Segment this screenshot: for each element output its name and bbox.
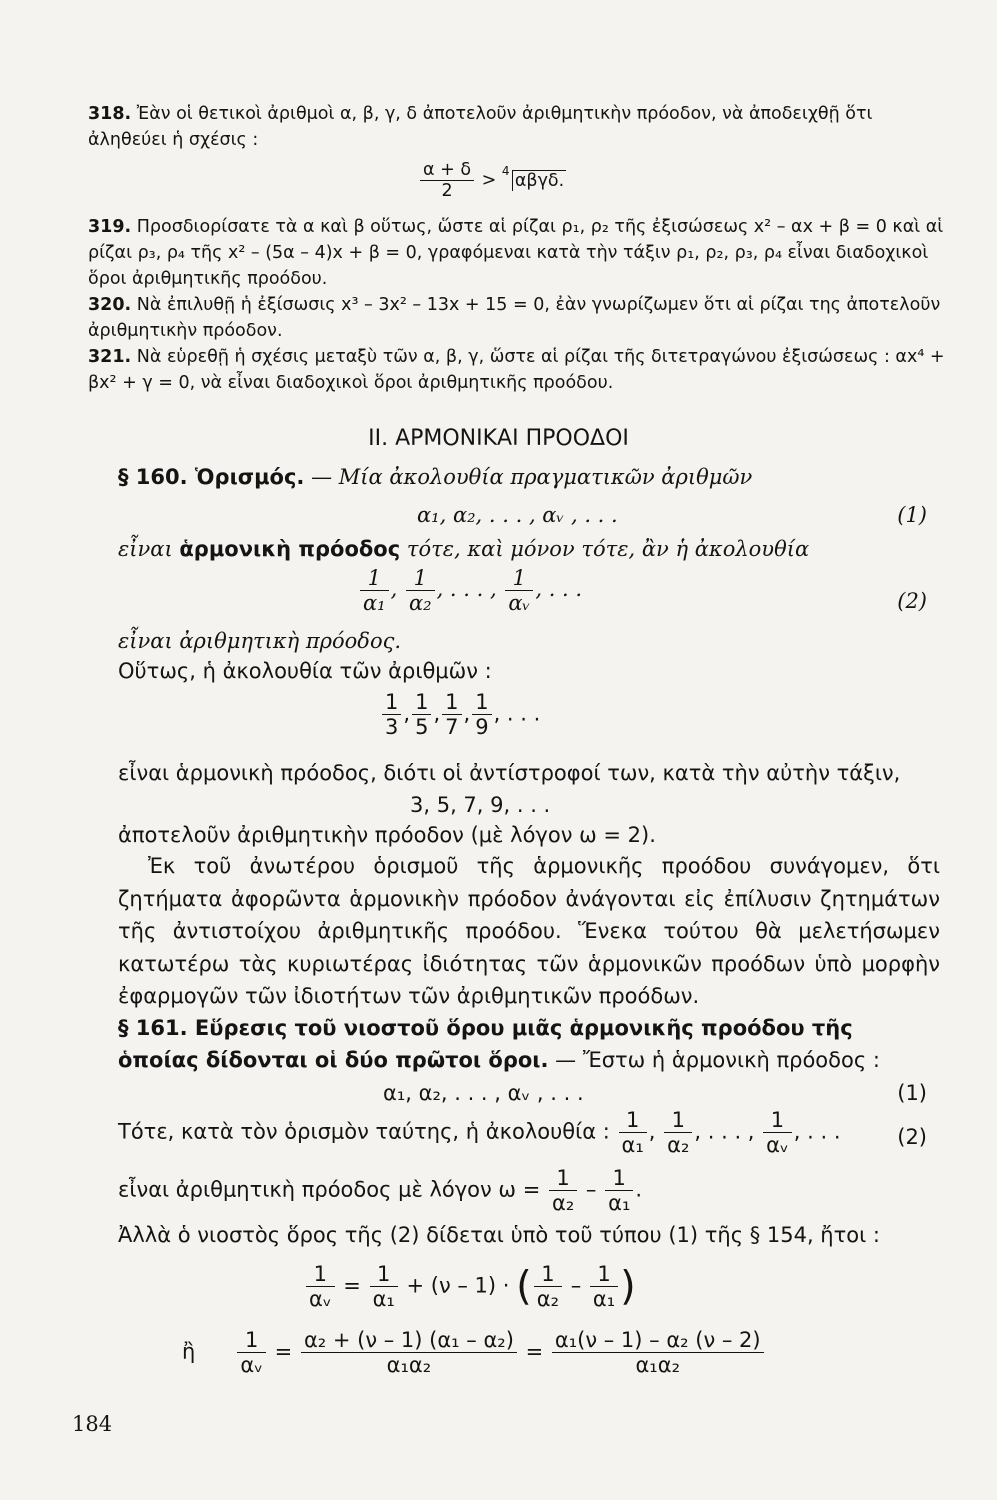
fraction [420, 160, 474, 201]
formula-318 [418, 160, 566, 201]
fraction: $\frac{1}{\text{αᵥ}}$ [237, 1328, 266, 1377]
equation-label-2: (2) [897, 589, 927, 613]
problem-number: 319. [88, 217, 132, 237]
problem-number: 320. [88, 295, 132, 315]
example-intro: Οὕτως, ἡ ἀκολουθία τῶν ἀριθμῶν : [118, 659, 492, 683]
equation-label-2b: (2) [897, 1125, 927, 1149]
chapter-title: II. ΑΡΜΟΝΙΚΑΙ ΠΡΟΟΔΟΙ [368, 426, 629, 451]
fraction: $\frac{1}{7}$ [442, 690, 461, 739]
fraction: $\frac{1}{\text{αᵥ}}$ [306, 1262, 335, 1311]
example-sequence: $\frac{1}{3}$ , $\frac{1}{5}$ , $\frac{1}{7}$ , $\frac{1}{9}$ , . . . [380, 690, 540, 739]
section-intro: — Μία ἀκολουθία πραγματικῶν ἀριθμῶν [311, 465, 753, 489]
or-word: ἢ [182, 1339, 196, 1364]
formula-expanded: ἢ $\frac{1}{\text{αᵥ}}$ = $\frac{\text{α₂ + (ν – 1) (α₁ – α₂)}}{\text{α₁α₂}}$ = $\frac{\text{α₁(ν – 1) – α₂ (ν – 2)}}{\text{α₁α₂}}$ [182, 1328, 766, 1377]
fraction: $\frac{1}{\text{α₁}}$ [590, 1262, 618, 1311]
denominator: 2 [420, 180, 474, 201]
sequence-2: $\frac{1}{\text{α₁}}$ , $\frac{1}{\text{α₂}}$ , . . . , $\frac{1}{\text{αᵥ}}$ , . . . [358, 566, 582, 615]
problem-text: Προσδιορίσατε τὰ α καὶ β οὕτως, ὥστε αἱ ρίζαι ρ₁, ρ₂ τῆς ἐξισώσεως x² – αx + β = 0 καὶ αἱ ρίζαι ρ₃, ρ₄ τῆς x² – (5α – 4)x + β = 0, γραφόμεναι κατὰ τὴν τάξιν ρ₁, ρ₂, ρ₃, ρ₄ εἶναι διαδοχικοὶ ὅροι ἀριθμητικῆς προόδου. [88, 217, 944, 289]
fraction: $\frac{1}{\text{α₂}}$ [664, 1108, 692, 1157]
fraction: $\frac{1}{\text{α₂}}$ [549, 1166, 577, 1215]
fraction: $\frac{1}{\text{α₁}}$ [370, 1262, 398, 1311]
fraction: $\frac{\text{α₂ + (ν – 1) (α₁ – α₂)}}{\text{α₁α₂}}$ [301, 1328, 517, 1377]
problem-320 [88, 292, 948, 344]
root-expr [501, 163, 566, 194]
problem-text: Νὰ ἐπιλυθῇ ἡ ἐξίσωσις x³ – 3x² – 13x + 15 = 0, ἐὰν γνωρίζωμεν ὅτι αἱ ρίζαι της ἀποτελοῦν ἀριθμητικὴν πρόοδον. [88, 295, 941, 341]
definition-line [118, 534, 948, 564]
problem-number: 318. [88, 104, 132, 124]
relation: > [481, 170, 497, 191]
ratio-text: εἶναι ἀριθμητικὴ πρόοδος μὲ λόγον ω = [118, 1177, 541, 1202]
fraction: $\frac{1}{3}$ [382, 690, 401, 739]
fraction: $\frac{1}{\text{α₁}}$ [605, 1166, 633, 1215]
fraction: $\frac{1}{\text{α₂}}$ [534, 1262, 562, 1311]
fraction: $\frac{1}{\text{αᵥ}}$ [763, 1108, 792, 1157]
problem-318 [88, 101, 948, 153]
root-index: 4 [501, 163, 510, 178]
problem-number: 321. [88, 347, 132, 367]
problem-text: Ἐὰν οἱ θετικοὶ ἀριθμοὶ α, β, γ, δ ἀποτελοῦν ἀριθμητικὴν πρόοδον, νὰ ἀποδειχθῇ ὅτι ἀληθεύει ἡ σχέσις : [88, 104, 873, 150]
paragraph: Ἐκ τοῦ ἀνωτέρου ὁρισμοῦ τῆς ἁρμονικῆς προόδου συνάγομεν, ὅτι ζητήματα ἀφορῶντα ἁρμονικὴν πρόοδον ἀνάγονται εἰς ἐπίλυσιν ζητημάτων τῆς ἀντιστοίχου ἀριθμητικῆς προόδου. Ἕνεκα τούτου θὰ μελετήσωμεν κατωτέρω τὰς κυριωτέρας ἰδιότητας τῶν ἁρμονικῶν προόδων ὑπὸ μορφὴν ἐφαρμογῶν τῶν ἰδιοτήτων τῶν ἀριθμητικῶν προόδων. [118, 854, 940, 1008]
fraction: $\frac{1}{\text{α₁}}$ [619, 1108, 647, 1157]
section-160-heading [118, 462, 948, 492]
section-161-heading [118, 1012, 940, 1076]
section-intro: — Ἔστω ἡ ἁρμονικὴ πρόοδος : [555, 1048, 880, 1072]
root-radicand: αβγδ. [512, 170, 566, 191]
problem-321 [88, 344, 948, 396]
problem-319 [88, 214, 948, 292]
sequence-1: α₁, α₂, . . . , αᵥ , . . . [417, 503, 618, 527]
odd-sequence: 3, 5, 7, 9, . . . [410, 793, 551, 817]
equation-label-1b: (1) [897, 1081, 927, 1105]
harmonic-text: εἶναι ἁρμονικὴ πρόοδος, διότι οἱ ἀντίστροφοί των, κατὰ τὴν αὐτὴν τάξιν, [118, 761, 901, 785]
arith-statement: εἶναι ἀριθμητικὴ πρόοδος. [118, 629, 402, 653]
def-text-b: τότε, καὶ μόνον τότε, ἂν ἡ ἀκολουθία [406, 537, 810, 561]
equation-label-1: (1) [897, 503, 927, 527]
numerator: α + δ [423, 160, 472, 180]
section-title: § 161. Εὕρεσις τοῦ νιοστοῦ ὅρου μιᾶς ἁρμονικῆς προόδου τῆς ὁποίας δίδονται οἱ δύο πρῶτοι ὅροι. [118, 1016, 853, 1072]
fraction: $\frac{1}{\text{α₁}}$ [360, 566, 389, 615]
fraction: $\frac{1}{\text{α₂}}$ [406, 566, 435, 615]
ratio-line: εἶναι ἀριθμητικὴ πρόοδος μὲ λόγον ω = $\frac{1}{\text{α₂}}$ – $\frac{1}{\text{α₁}}$ . [118, 1166, 643, 1216]
formula-middle: + (ν – 1) · [406, 1273, 510, 1298]
fraction: $\frac{1}{9}$ [472, 690, 491, 739]
arith-text: ἀποτελοῦν ἀριθμητικὴν πρόοδον (μὲ λόγον ω = 2). [118, 823, 656, 847]
def-bold: ἁρμονικὴ πρόοδος [179, 537, 401, 561]
then-text: Τότε, κατὰ τὸν ὁρισμὸν ταύτης, ἡ ἀκολουθία : [118, 1119, 610, 1144]
fraction: $\frac{\text{α₁(ν – 1) – α₂ (ν – 2)}}{\text{α₁α₂}}$ [552, 1328, 764, 1377]
section-title: § 160. Ὁρισμός. [118, 465, 305, 489]
formula-nth-term: $\frac{1}{\text{αᵥ}}$ = $\frac{1}{\text{α₁}}$ + (ν – 1) · ( $\frac{1}{\text{α₂}}$ – $\frac{1}{\text{α₁}}$ ) [304, 1262, 636, 1311]
sequence-1b: α₁, α₂, . . . , αᵥ , . . . [383, 1081, 584, 1105]
def-text-a: εἶναι [118, 537, 173, 561]
fraction: $\frac{1}{5}$ [412, 690, 431, 739]
problem-text: Νὰ εὑρεθῇ ἡ σχέσις μεταξὺ τῶν α, β, γ, ὥστε αἱ ρίζαι τῆς διτετραγώνου ἐξισώσεως : αx⁴ + βx² + γ = 0, νὰ εἶναι διαδοχικοὶ ὅροι ἀριθμητικῆς προόδου. [88, 347, 945, 393]
page-number: 184 [72, 1412, 113, 1436]
fraction: $\frac{1}{\text{αᵥ}}$ [505, 566, 533, 615]
nth-term-text: Ἀλλὰ ὁ νιοστὸς ὅρος τῆς (2) δίδεται ὑπὸ τοῦ τύπου (1) τῆς § 154, ἤτοι : [118, 1223, 880, 1247]
then-line: Τότε, κατὰ τὸν ὁρισμὸν ταύτης, ἡ ἀκολουθία : $\frac{1}{\text{α₁}}$ , $\frac{1}{\text{α₂}}$ , . . . , $\frac{1}{\text{αᵥ}}$ , . . . [118, 1108, 841, 1158]
